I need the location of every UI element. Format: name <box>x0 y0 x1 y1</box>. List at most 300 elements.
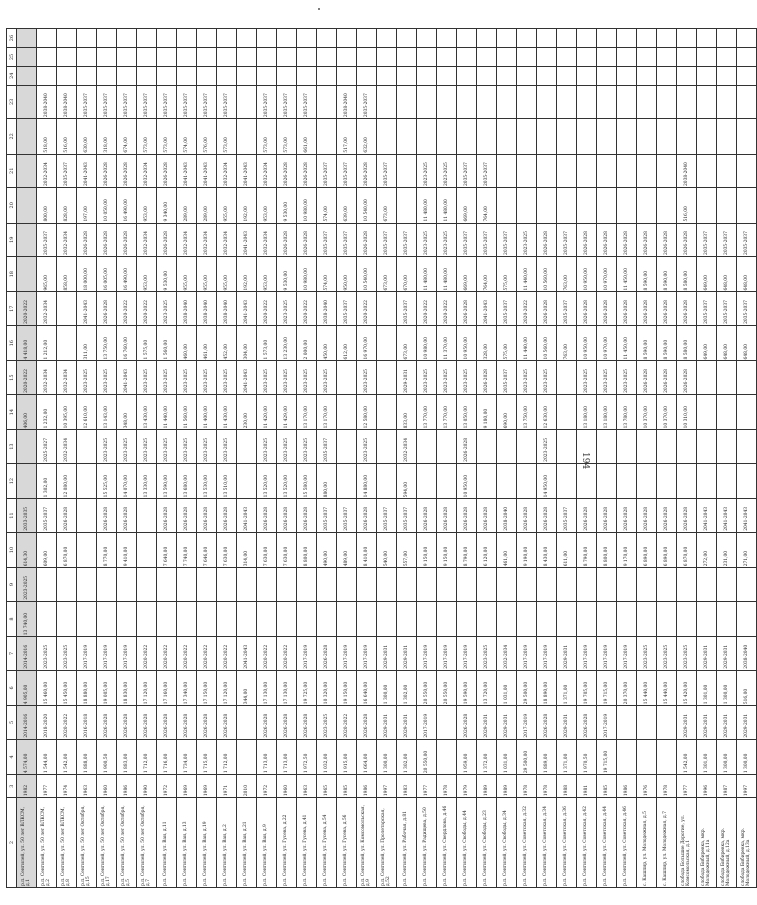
table-cell: 2026-2028 <box>637 223 657 256</box>
table-cell <box>417 48 437 67</box>
address-cell: р.п. Сенгилей, ул. Гусева, д.22 <box>277 798 297 888</box>
table-cell <box>677 29 697 48</box>
table-cell <box>37 48 57 67</box>
table-cell: 2023-2025 <box>137 430 157 463</box>
table-cell: 2026-2028 <box>537 499 557 532</box>
table-cell <box>697 29 717 48</box>
table-cell: 2014-2016 <box>17 706 37 739</box>
table-cell: 2026-2028 <box>97 292 117 325</box>
table-cell <box>677 66 697 85</box>
table-cell <box>377 48 397 67</box>
table-cell <box>717 85 737 118</box>
table-cell <box>357 48 377 67</box>
address-cell: р.п. Сенгилей, ул. Советская, д.36 <box>557 798 577 888</box>
table-cell: 2041-2043 <box>237 154 257 187</box>
table-cell: 2032-2034 <box>37 154 57 187</box>
table-cell <box>537 188 557 224</box>
table-cell <box>197 568 217 601</box>
table-cell: 2026-2028 <box>457 292 477 325</box>
table-cell: 1 970,50 <box>577 739 597 775</box>
table-cell: 2032-2034 <box>497 637 517 670</box>
table-cell: 4 574,00 <box>17 739 37 775</box>
table-cell: 800,00 <box>37 188 57 224</box>
table-cell: 18 880,00 <box>77 670 97 706</box>
table-cell: 2017-2019 <box>617 637 637 670</box>
table-cell <box>37 66 57 85</box>
table-cell: 2035-2037 <box>457 223 477 256</box>
table-cell: 10 970,00 <box>597 256 617 292</box>
column-number: 5 <box>7 706 17 739</box>
table-cell: 611,00 <box>557 532 577 568</box>
table-cell <box>517 29 537 48</box>
table-row <box>137 29 157 888</box>
table-cell <box>157 66 177 85</box>
table-cell <box>657 85 677 118</box>
table-cell: 2017-2019 <box>97 637 117 670</box>
table-cell <box>377 66 397 85</box>
table-cell: 649,00 <box>697 256 717 292</box>
table-cell: 10 310,00 <box>677 394 697 430</box>
table-cell: 2023-2025 <box>117 430 137 463</box>
table-cell: 2041-2043 <box>197 154 217 187</box>
table-cell: 10 320,00 <box>317 670 337 706</box>
table-cell: 2026-2028 <box>257 706 277 739</box>
column-number: 6 <box>7 670 17 706</box>
address-cell: р.п. Сенгилей, ул. 50 лет ВЛКСМ, д.8 <box>57 798 77 888</box>
table-cell: 2023-2025 <box>217 361 237 394</box>
table-cell: 2023-2025 <box>177 361 197 394</box>
table-cell: 2026-2028 <box>157 499 177 532</box>
address-cell: слобода Бибиревка, мкр. Молодежный, д.13а <box>737 798 757 888</box>
table-row <box>117 29 137 888</box>
table-row <box>317 29 337 888</box>
table-cell <box>537 66 557 85</box>
table-cell: 11 440,00 <box>157 394 177 430</box>
table-cell <box>557 66 577 85</box>
table-cell <box>197 48 217 67</box>
table-cell: 2026-2028 <box>537 706 557 739</box>
table-cell: 2029-2031 <box>697 706 717 739</box>
table-cell <box>77 532 97 568</box>
table-cell <box>517 66 537 85</box>
table-cell: 518,00 <box>37 119 57 155</box>
table-cell: 2029-2031 <box>397 637 417 670</box>
table-cell: 11 560,00 <box>177 394 197 430</box>
table-cell: 10 560,00 <box>537 325 557 361</box>
table-cell: 2026-2028 <box>657 292 677 325</box>
table-cell: 2035-2037 <box>277 85 297 118</box>
table-cell <box>577 29 597 48</box>
table-cell <box>237 568 257 601</box>
table-cell: 630,00 <box>77 119 97 155</box>
table-cell: 2029-2031 <box>677 706 697 739</box>
table-cell <box>657 568 677 601</box>
table-cell <box>557 463 577 499</box>
table-cell: 2041-2043 <box>477 292 497 325</box>
table-cell <box>217 66 237 85</box>
table-cell <box>257 29 277 48</box>
table-cell <box>617 154 637 187</box>
table-cell: 2026-2028 <box>357 706 377 739</box>
table-cell: 304,00 <box>237 325 257 361</box>
table-cell: 2014-2016 <box>17 637 37 670</box>
table-cell <box>77 29 97 48</box>
table-cell: 965,00 <box>37 256 57 292</box>
table-cell: 2020-2022 <box>137 637 157 670</box>
table-cell: 2026-2028 <box>477 499 497 532</box>
table-cell <box>77 499 97 532</box>
table-cell: 2026-2028 <box>277 154 297 187</box>
table-cell: 2029-2031 <box>497 706 517 739</box>
table-cell: 1978 <box>437 775 457 798</box>
table-cell <box>737 48 757 67</box>
table-cell: 2026-2028 <box>97 706 117 739</box>
table-cell: 348,00 <box>117 394 137 430</box>
table-cell: 614,30 <box>17 532 37 568</box>
table-cell: 953,00 <box>137 188 157 224</box>
address-cell: р.п. Сенгилей, ул. 50 лет Октября, д.17 <box>97 798 117 888</box>
table-cell: 1 915,00 <box>337 739 357 775</box>
table-cell <box>137 29 157 48</box>
table-cell: 10 370,00 <box>637 394 657 430</box>
table-cell <box>497 119 517 155</box>
table-cell: 13 170,00 <box>317 394 337 430</box>
table-cell: 8 800,00 <box>297 532 317 568</box>
table-cell: 19 005,00 <box>97 670 117 706</box>
table-cell: 2023-2025 <box>677 637 697 670</box>
table-cell: 2020-2022 <box>437 292 457 325</box>
table-cell <box>377 325 397 361</box>
table-cell <box>317 568 337 601</box>
table-cell: 2026-2028 <box>677 292 697 325</box>
table-row <box>57 29 77 888</box>
table-cell <box>237 430 257 463</box>
table-cell <box>597 430 617 463</box>
table-cell: 8 590,00 <box>657 256 677 292</box>
address-cell: р.п. Сенгилей, ул. Гусева, д.41 <box>297 798 317 888</box>
table-cell: 2035-2037 <box>697 292 717 325</box>
table-cell: 574,00 <box>177 119 197 155</box>
table-cell <box>577 568 597 601</box>
column-number: 24 <box>7 66 17 85</box>
table-cell <box>57 66 77 85</box>
table-cell: 1 031,00 <box>497 670 517 706</box>
table-cell <box>117 601 137 637</box>
table-cell: 2026-2028 <box>537 223 557 256</box>
table-row <box>17 29 37 888</box>
table-cell <box>497 568 517 601</box>
table-cell: 1990 <box>137 775 157 798</box>
table-cell: 192,00 <box>237 188 257 224</box>
table-cell <box>497 66 517 85</box>
table-cell: 1981 <box>577 775 597 798</box>
table-cell: 2026-2028 <box>357 499 377 532</box>
table-cell: 2026-2028 <box>157 706 177 739</box>
table-cell: 9 530,00 <box>157 256 177 292</box>
table-cell <box>117 568 137 601</box>
table-cell: 764,00 <box>477 188 497 224</box>
table-cell <box>57 568 77 601</box>
table-cell: 1 716,00 <box>157 739 177 775</box>
table-cell: 2026-2028 <box>177 706 197 739</box>
table-cell: 13 590,00 <box>157 463 177 499</box>
table-cell: 2023-2025 <box>277 430 297 463</box>
table-cell: 15 440,00 <box>637 670 657 706</box>
table-cell <box>657 188 677 224</box>
table-cell <box>57 48 77 67</box>
table-cell: 2035-2037 <box>377 223 397 256</box>
table-cell: 10 980,00 <box>297 256 317 292</box>
table-cell: 11 400,00 <box>197 394 217 430</box>
table-cell: 1 302,00 <box>397 670 417 706</box>
table-cell: 1 300,00 <box>737 739 757 775</box>
table-cell <box>177 66 197 85</box>
table-cell <box>637 154 657 187</box>
table-cell: 7 630,00 <box>257 532 277 568</box>
address-cell: р.п. Сенгилей, ул. 50 лет Октября, д.15 <box>77 798 97 888</box>
table-cell: 2035-2037 <box>717 223 737 256</box>
table-cell: 2017-2019 <box>597 637 617 670</box>
table-cell: 670,00 <box>397 256 417 292</box>
table-cell <box>697 119 717 155</box>
table-cell: 29 500,00 <box>517 670 537 706</box>
table-cell: 2026-2028 <box>597 292 617 325</box>
table-cell: 1976 <box>637 775 657 798</box>
table-cell: 1 544,00 <box>37 739 57 775</box>
column-number: 15 <box>7 361 17 394</box>
table-cell: 955,00 <box>177 256 197 292</box>
table-cell: 2035-2037 <box>317 499 337 532</box>
table-cell <box>617 119 637 155</box>
table-cell <box>417 430 437 463</box>
table-cell: 2035-2037 <box>397 292 417 325</box>
table-cell: 1972 <box>157 775 177 798</box>
table-cell <box>377 85 397 118</box>
table-cell: 231,00 <box>717 532 737 568</box>
column-number: 9 <box>7 568 17 601</box>
table-cell: 2026-2028 <box>457 430 477 463</box>
table-cell <box>337 48 357 67</box>
table-cell <box>657 29 677 48</box>
table-cell: 1 031,00 <box>497 739 517 775</box>
table-cell <box>297 601 317 637</box>
table-cell <box>17 119 37 155</box>
table-cell <box>637 66 657 85</box>
table-cell <box>217 29 237 48</box>
table-cell <box>297 66 317 85</box>
table-cell: 2035-2037 <box>337 499 357 532</box>
table-cell <box>97 568 117 601</box>
column-number: 20 <box>7 188 17 224</box>
table-cell: 1 300,00 <box>377 670 397 706</box>
table-cell <box>257 66 277 85</box>
table-cell: 9 170,00 <box>617 532 637 568</box>
table-cell <box>137 532 157 568</box>
table-cell <box>237 463 257 499</box>
table-cell: 17 130,00 <box>277 670 297 706</box>
table-cell: 6 870,00 <box>677 532 697 568</box>
table-row <box>197 29 217 888</box>
table-cell <box>577 601 597 637</box>
table-cell: 17 120,00 <box>217 670 237 706</box>
table-cell: 2020-2022 <box>137 292 157 325</box>
table-cell: 1 713,00 <box>277 739 297 775</box>
table-cell <box>97 48 117 67</box>
table-cell: 2026-2028 <box>117 499 137 532</box>
table-cell: 2032-2034 <box>217 223 237 256</box>
table-cell: 2035-2037 <box>317 223 337 256</box>
table-cell: 1 734,00 <box>177 739 197 775</box>
table-cell: 13 750,00 <box>517 394 537 430</box>
table-cell: 2020-2022 <box>57 706 77 739</box>
table-cell <box>637 188 657 224</box>
table-cell: 8 580,00 <box>677 256 697 292</box>
table-cell: 2020-2022 <box>297 292 317 325</box>
table-cell: 2026-2028 <box>57 499 77 532</box>
table-cell: 318,00 <box>97 119 117 155</box>
address-cell: р.п. Сенгилей, ул. Советская, д.44 <box>597 798 617 888</box>
table-row <box>37 29 57 888</box>
column-number: 8 <box>7 601 17 637</box>
table-cell: 575,00 <box>497 325 517 361</box>
table-row <box>77 29 97 888</box>
table-cell: 14 950,00 <box>537 463 557 499</box>
table-cell <box>517 188 537 224</box>
address-cell: р.п. Сенгилей, ул. Ваи, д.21 <box>237 798 257 888</box>
table-cell <box>297 568 317 601</box>
table-cell: 2023-2025 <box>177 430 197 463</box>
table-cell <box>237 48 257 67</box>
table-cell <box>257 48 277 67</box>
table-cell <box>657 119 677 155</box>
table-cell: 2041-2043 <box>737 499 757 532</box>
table-cell: 7 646,00 <box>197 532 217 568</box>
table-cell <box>637 29 657 48</box>
table-cell <box>237 739 257 775</box>
address-cell: р.п. Сенгилей, ул. Пролетарская, д.52 <box>377 798 397 888</box>
table-cell <box>417 85 437 118</box>
table-row <box>717 29 737 888</box>
table-cell <box>557 85 577 118</box>
table-cell: 1 889,00 <box>537 739 557 775</box>
table-cell: 1 300,00 <box>717 670 737 706</box>
table-cell <box>377 568 397 601</box>
table-cell <box>237 601 257 637</box>
table-cell: 311,00 <box>77 325 97 361</box>
table-cell: 2029-2031 <box>557 637 577 670</box>
table-cell: 1 232,00 <box>37 394 57 430</box>
table-cell: 1985 <box>597 775 617 798</box>
table-cell: 2029-2031 <box>697 637 717 670</box>
table-cell: 2026-2028 <box>297 223 317 256</box>
table-cell: 18 000,00 <box>77 256 97 292</box>
table-cell: 2041-2043 <box>77 292 97 325</box>
table-cell: 2023-2025 <box>357 361 377 394</box>
table-cell: 1 883,00 <box>117 739 137 775</box>
table-cell: 2020-2022 <box>117 292 137 325</box>
table-cell: 192,00 <box>237 256 257 292</box>
table-cell: 10 540,00 <box>357 188 377 224</box>
table-cell: 17 160,00 <box>157 670 177 706</box>
table-cell: 649,00 <box>697 325 717 361</box>
table-cell: 2035-2037 <box>337 223 357 256</box>
table-cell: 639,00 <box>337 188 357 224</box>
table-cell: 11 480,00 <box>437 188 457 224</box>
table-cell: 1963 <box>77 775 97 798</box>
table-row <box>97 29 117 888</box>
table-cell: 2023-2025 <box>417 361 437 394</box>
table-cell: 2029-2031 <box>397 361 417 394</box>
table-cell: 1 371,00 <box>557 739 577 775</box>
table-cell <box>737 601 757 637</box>
table-cell <box>597 568 617 601</box>
column-number: 13 <box>7 430 17 463</box>
table-cell: 2023-2025 <box>77 361 97 394</box>
column-number: 22 <box>7 119 17 155</box>
table-cell <box>697 188 717 224</box>
table-cell: 11 450,00 <box>617 325 637 361</box>
table-cell: 953,00 <box>257 188 277 224</box>
table-cell: 10 560,00 <box>537 256 557 292</box>
table-cell: 1986 <box>617 775 637 798</box>
table-cell <box>97 29 117 48</box>
table-cell: 15 420,00 <box>677 670 697 706</box>
table-cell: 955,00 <box>197 256 217 292</box>
table-cell: 2023-2025 <box>477 637 497 670</box>
table-cell <box>437 48 457 67</box>
table-cell: 12 080,00 <box>57 463 77 499</box>
table-cell <box>437 66 457 85</box>
table-cell: 2017-2019 <box>357 637 377 670</box>
table-cell <box>597 119 617 155</box>
table-cell: 674,00 <box>117 119 137 155</box>
table-cell <box>557 188 577 224</box>
table-cell <box>657 463 677 499</box>
table-cell: 1 959,00 <box>457 739 477 775</box>
table-cell <box>397 85 417 118</box>
table-cell <box>517 463 537 499</box>
table-cell: 2029-2031 <box>477 706 497 739</box>
table-cell: 10 950,00 <box>457 325 477 361</box>
table-cell: 2041-2043 <box>177 154 197 187</box>
table-cell <box>517 568 537 601</box>
table-cell: 16 760,00 <box>117 325 137 361</box>
table-cell: 1986 <box>357 775 377 798</box>
table-cell <box>17 29 37 48</box>
table-cell <box>577 463 597 499</box>
table-cell <box>657 430 677 463</box>
table-cell <box>77 66 97 85</box>
table-cell <box>497 601 517 637</box>
table-cell <box>557 394 577 430</box>
table-cell: 272,00 <box>697 532 717 568</box>
table-cell: 2026-2028 <box>677 361 697 394</box>
table-cell: 2026-2028 <box>637 292 657 325</box>
table-cell <box>517 601 537 637</box>
table-cell: 2026-2028 <box>597 499 617 532</box>
table-cell <box>397 48 417 67</box>
table-cell: 1 302,00 <box>397 739 417 775</box>
table-cell <box>597 154 617 187</box>
table-cell: 9 410,00 <box>117 532 137 568</box>
table-cell: 763,00 <box>557 325 577 361</box>
table-cell <box>77 601 97 637</box>
table-cell: 2032-2034 <box>57 223 77 256</box>
table-cell: 2026-2028 <box>577 292 597 325</box>
table-cell: 11 370,00 <box>437 325 457 361</box>
table-cell: 230,00 <box>237 394 257 430</box>
table-cell <box>217 568 237 601</box>
